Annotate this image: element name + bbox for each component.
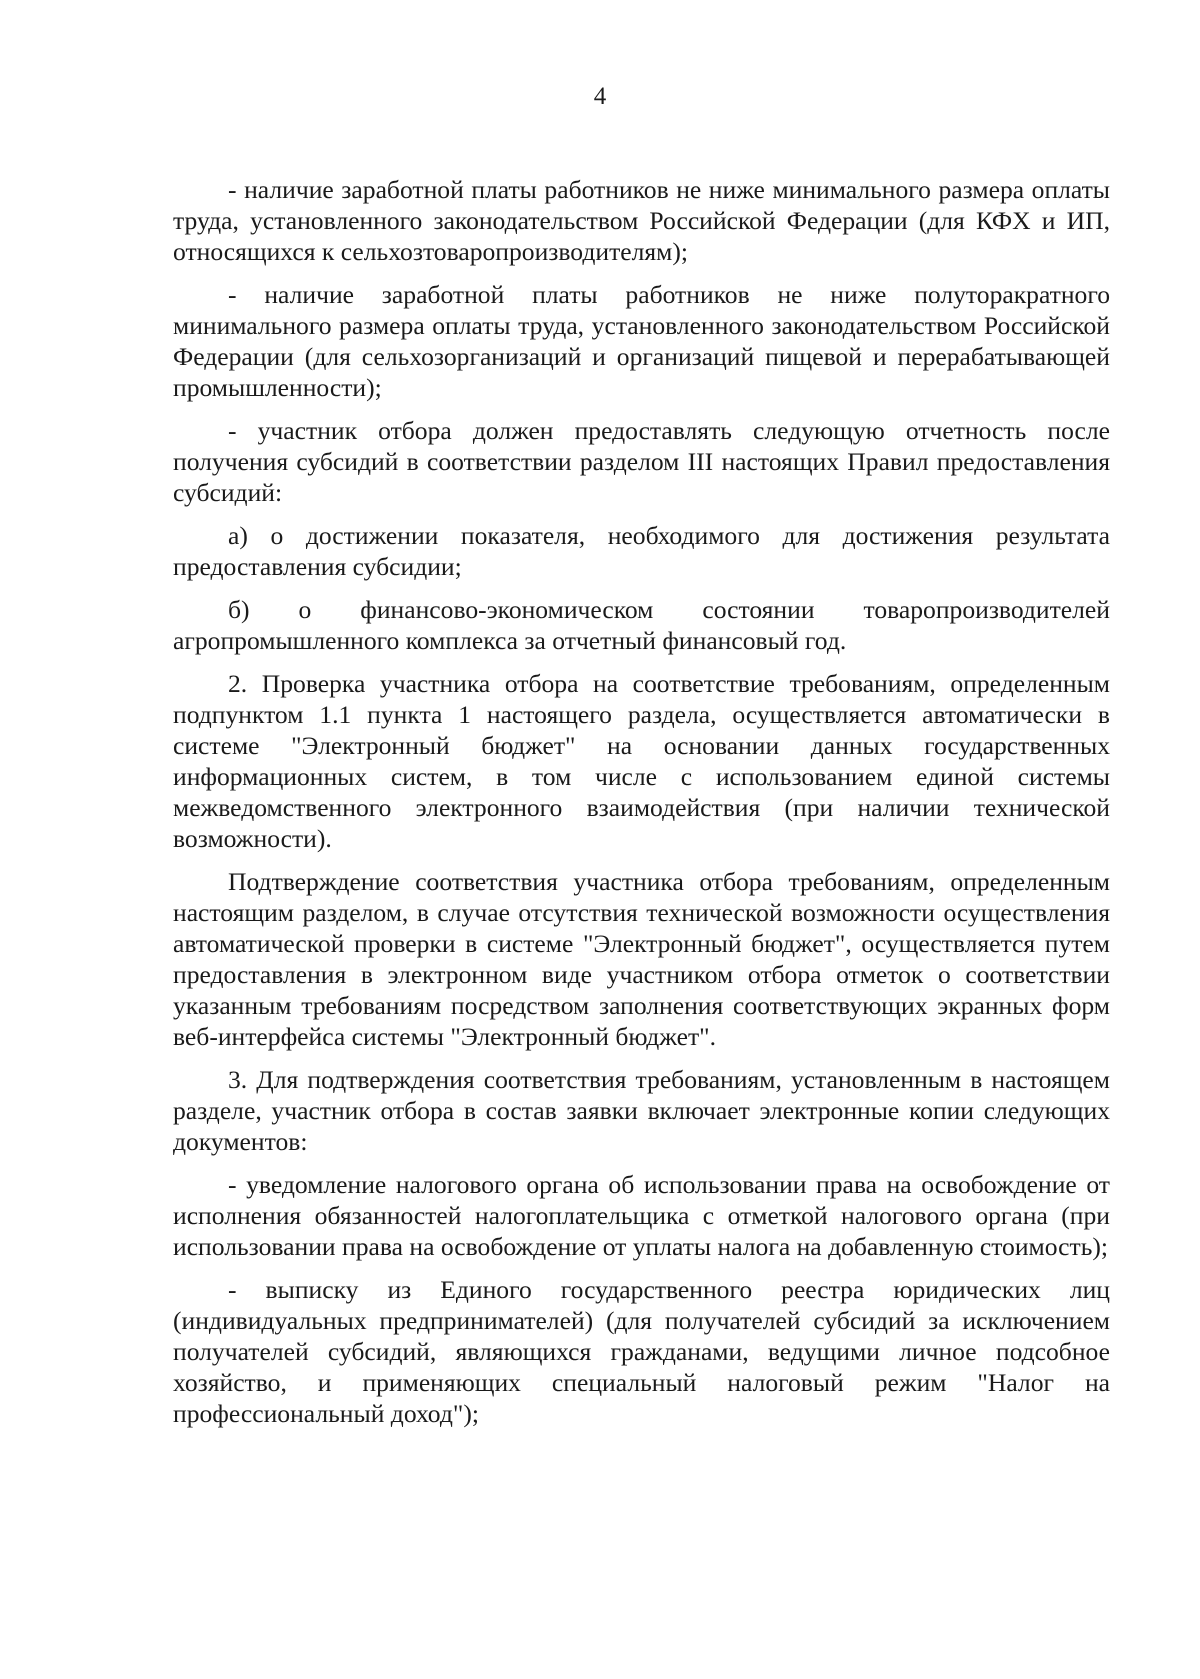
paragraph-confirmation: Подтверждение соответствия участника отбора требованиям, определенным настоящим разделом, в случае отсутствия технической возможности осуществления автоматической проверки в системе "Электронный бюджет", осуществляется путем предоставления в электронном виде участником отбора отметок о соответствии указанным требованиям посредством заполнения соответствующих экранных форм веб-интерфейса системы "Электронный бюджет".	[173, 867, 1110, 1051]
paragraph-item-b: б) о финансово-экономическом состоянии товаропроизводителей агропромышленного комплекса за отчетный финансовый год.	[173, 595, 1110, 655]
paragraph-tax-notice: - уведомление налогового органа об использовании права на освобождение от исполнения обязанностей налогоплательщика с отметкой налогового органа (при использовании права на освобождение от уплаты налога на добавленную стоимость);	[173, 1170, 1110, 1261]
document-body	[173, 174, 1110, 1440]
paragraph-min-wage-kfh: - наличие заработной платы работников не ниже минимального размера оплаты труда, установленного законодательством Российской Федерации (для КФХ и ИП, относящихся к сельхозтоваропроизводителям);	[173, 175, 1110, 266]
paragraph-section-3: 3. Для подтверждения соответствия требованиям, установленным в настоящем разделе, участник отбора в состав заявки включает электронные копии следующих документов:	[173, 1065, 1110, 1156]
paragraph-min-wage-organizations: - наличие заработной платы работников не ниже полуторакратного минимального размера оплаты труда, установленного законодательством Российской Федерации (для сельхозорганизаций и организаций пищевой и перерабатывающей промышленности);	[173, 280, 1110, 402]
paragraph-section-2: 2. Проверка участника отбора на соответствие требованиям, определенным подпунктом 1.1 пункта 1 настоящего раздела, осуществляется автоматически в системе "Электронный бюджет" на основании данных государственных информационных систем, в том числе с использованием единой системы межведомственного электронного взаимодействия (при наличии технической возможности).	[173, 669, 1110, 853]
paragraph-reporting-requirement: - участник отбора должен предоставлять следующую отчетность после получения субсидий в соответствии разделом III настоящих Правил предоставления субсидий:	[173, 416, 1110, 507]
page-number: 4	[593, 83, 607, 110]
paragraph-registry-extract: - выписку из Единого государственного реестра юридических лиц (индивидуальных предпринимателей) (для получателей субсидий за исключением получателей субсидий, являющихся гражданами, ведущими личное подсобное хозяйство, и применяющих специальный налоговый режим "Налог на профессиональный доход");	[173, 1275, 1110, 1428]
paragraph-item-a: а) о достижении показателя, необходимого для достижения результата предоставления субсидии;	[173, 521, 1110, 581]
